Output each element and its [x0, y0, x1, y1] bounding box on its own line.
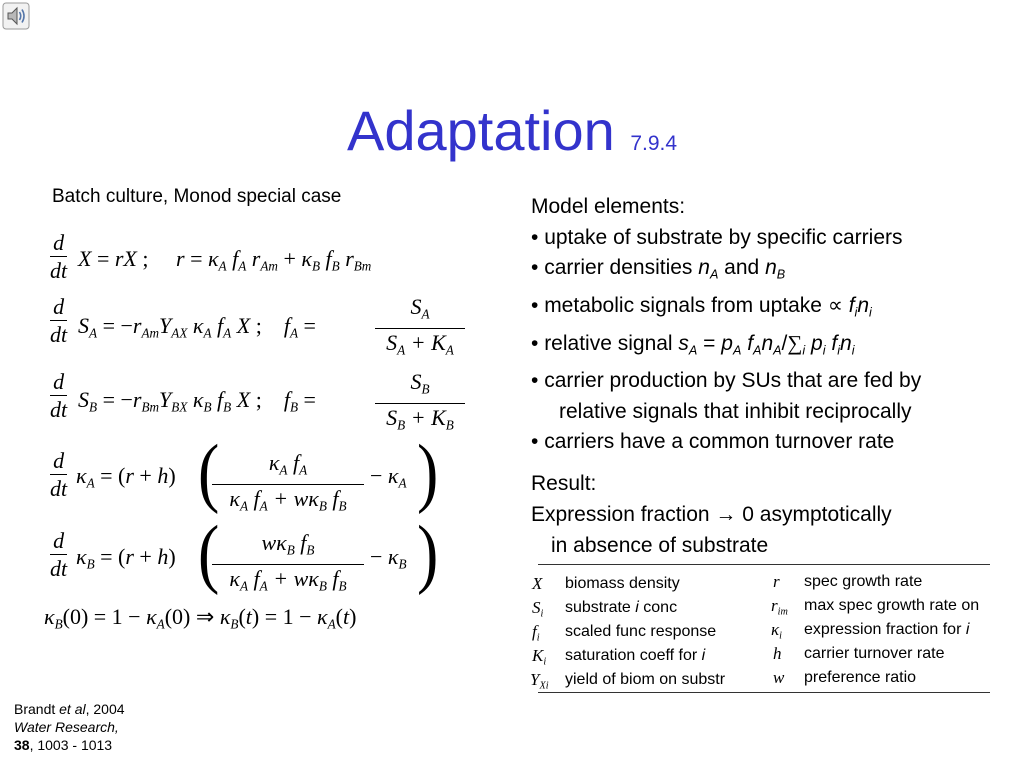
- eq1-ddt: d dt: [50, 230, 68, 283]
- eq6-initial-condition: $\kappa_B(0) = 1 - \kappa_A(0)$ ⇒ $\kappa_B(t) = 1 - \kappa_A(t)$: [44, 604, 357, 632]
- citation-author: Brandt et al, 2004: [14, 701, 125, 717]
- result-line-2: in absence of substrate: [551, 534, 769, 557]
- legend-symbol-Ki: $K_i$: [532, 646, 547, 668]
- eq2-body: $S_A = -r_{Am}Y_{AX}$ $\kappa_A$ $f_A$ X ; $f_A$ =: [78, 313, 316, 341]
- legend-item: expression fraction for i: [804, 621, 970, 638]
- eq3-ddt: d dt: [50, 369, 68, 422]
- title-version: 7.9.4: [630, 132, 678, 155]
- citation: [14, 700, 125, 754]
- eq3-fB-frac: $S_B$ $S_B + K_B$: [375, 368, 465, 438]
- legend-item: scaled func response: [565, 623, 717, 640]
- speaker-icon[interactable]: [2, 2, 30, 30]
- eq5-lhs: $\kappa_B = (r + h)$: [76, 544, 176, 572]
- eq1-body: X = rX ; $r = \kappa_A$ $f_A$ $r_{Am} + \kappa_B$ $f_B$ $r_{Bm}$: [78, 246, 372, 274]
- model-elements: [531, 192, 921, 458]
- model-bullet-3: • metabolic signals from uptake ∝ $f_in_i$: [531, 293, 872, 320]
- subtitle: Batch culture, Monod special case: [52, 186, 342, 207]
- eq4-lhs: $\kappa_A = (r + h)$: [76, 463, 176, 491]
- model-bullet-2: • carrier densities $n_A$ and $n_B$: [531, 256, 786, 282]
- legend-symbol-kappa: $\kappa_i$: [771, 620, 783, 642]
- model-bullet-4: • relative signal $s_A = p_A$ $f_An_A/\sum_i$ $p_i$ $f_in_i$: [531, 331, 855, 358]
- model-bullet-6: • carriers have a common turnover rate: [531, 430, 895, 454]
- eq4-ddt: d dt: [50, 448, 68, 501]
- result-line-1: Expression fraction → 0 asymptotically: [531, 502, 892, 526]
- eq4-frac: $\kappa_A$ $f_A$ $\kappa_A$ $f_A + w\kappa_B$ $f_B$: [212, 449, 364, 519]
- result: [531, 468, 892, 561]
- model-bullet-5-cont: relative signals that inhibit reciprocally: [559, 399, 912, 423]
- result-heading: Result:: [531, 472, 597, 495]
- title-main: Adaptation: [346, 99, 615, 162]
- legend-item: carrier turnover rate: [804, 645, 945, 662]
- eq2-ddt: d dt: [50, 294, 68, 347]
- legend-item: yield of biom on substr: [565, 671, 726, 688]
- citation-journal: Water Research,: [14, 719, 119, 735]
- citation-volume: 38, 1003 - 1013: [14, 737, 113, 753]
- legend-symbol-fi: $f_i$: [532, 622, 540, 644]
- eq3-body: $S_B = -r_{Bm}Y_{BX}$ $\kappa_B$ $f_B$ X ; $f_B$ =: [78, 387, 316, 415]
- legend-symbol-w: w: [773, 668, 785, 687]
- legend-item: substrate i conc: [565, 599, 678, 616]
- legend-item: biomass density: [565, 575, 680, 592]
- legend-symbol-X: X: [532, 574, 543, 593]
- legend-bottom-rule: [538, 692, 990, 693]
- legend-item: max spec growth rate on: [804, 597, 980, 614]
- legend-symbol-rim: $r_{im}$: [771, 596, 788, 618]
- legend-item: preference ratio: [804, 669, 917, 686]
- model-bullet-1: • uptake of substrate by specific carriers: [531, 225, 903, 249]
- eq5-frac: $w\kappa_B$ $f_B$ $\kappa_A$ $f_A + w\kappa_B$ $f_B$: [212, 529, 364, 599]
- model-heading: Model elements:: [531, 195, 686, 218]
- eq5-ddt: d dt: [50, 528, 68, 581]
- legend-top-rule: [538, 564, 990, 565]
- legend-symbol-r: r: [773, 572, 780, 591]
- model-bullet-5: • carrier production by SUs that are fed by: [531, 369, 922, 393]
- legend-item: spec growth rate: [804, 573, 923, 590]
- legend-symbol-YXi: $Y_{Xi}$: [530, 670, 549, 692]
- page-title: [0, 96, 1024, 179]
- eq2-fA-frac: $S_A$ $S_A + K_A$: [375, 293, 465, 363]
- legend-item: saturation coeff for i: [565, 647, 706, 664]
- legend-symbol-h: h: [773, 644, 782, 663]
- legend-symbol-Si: $S_i$: [532, 598, 544, 620]
